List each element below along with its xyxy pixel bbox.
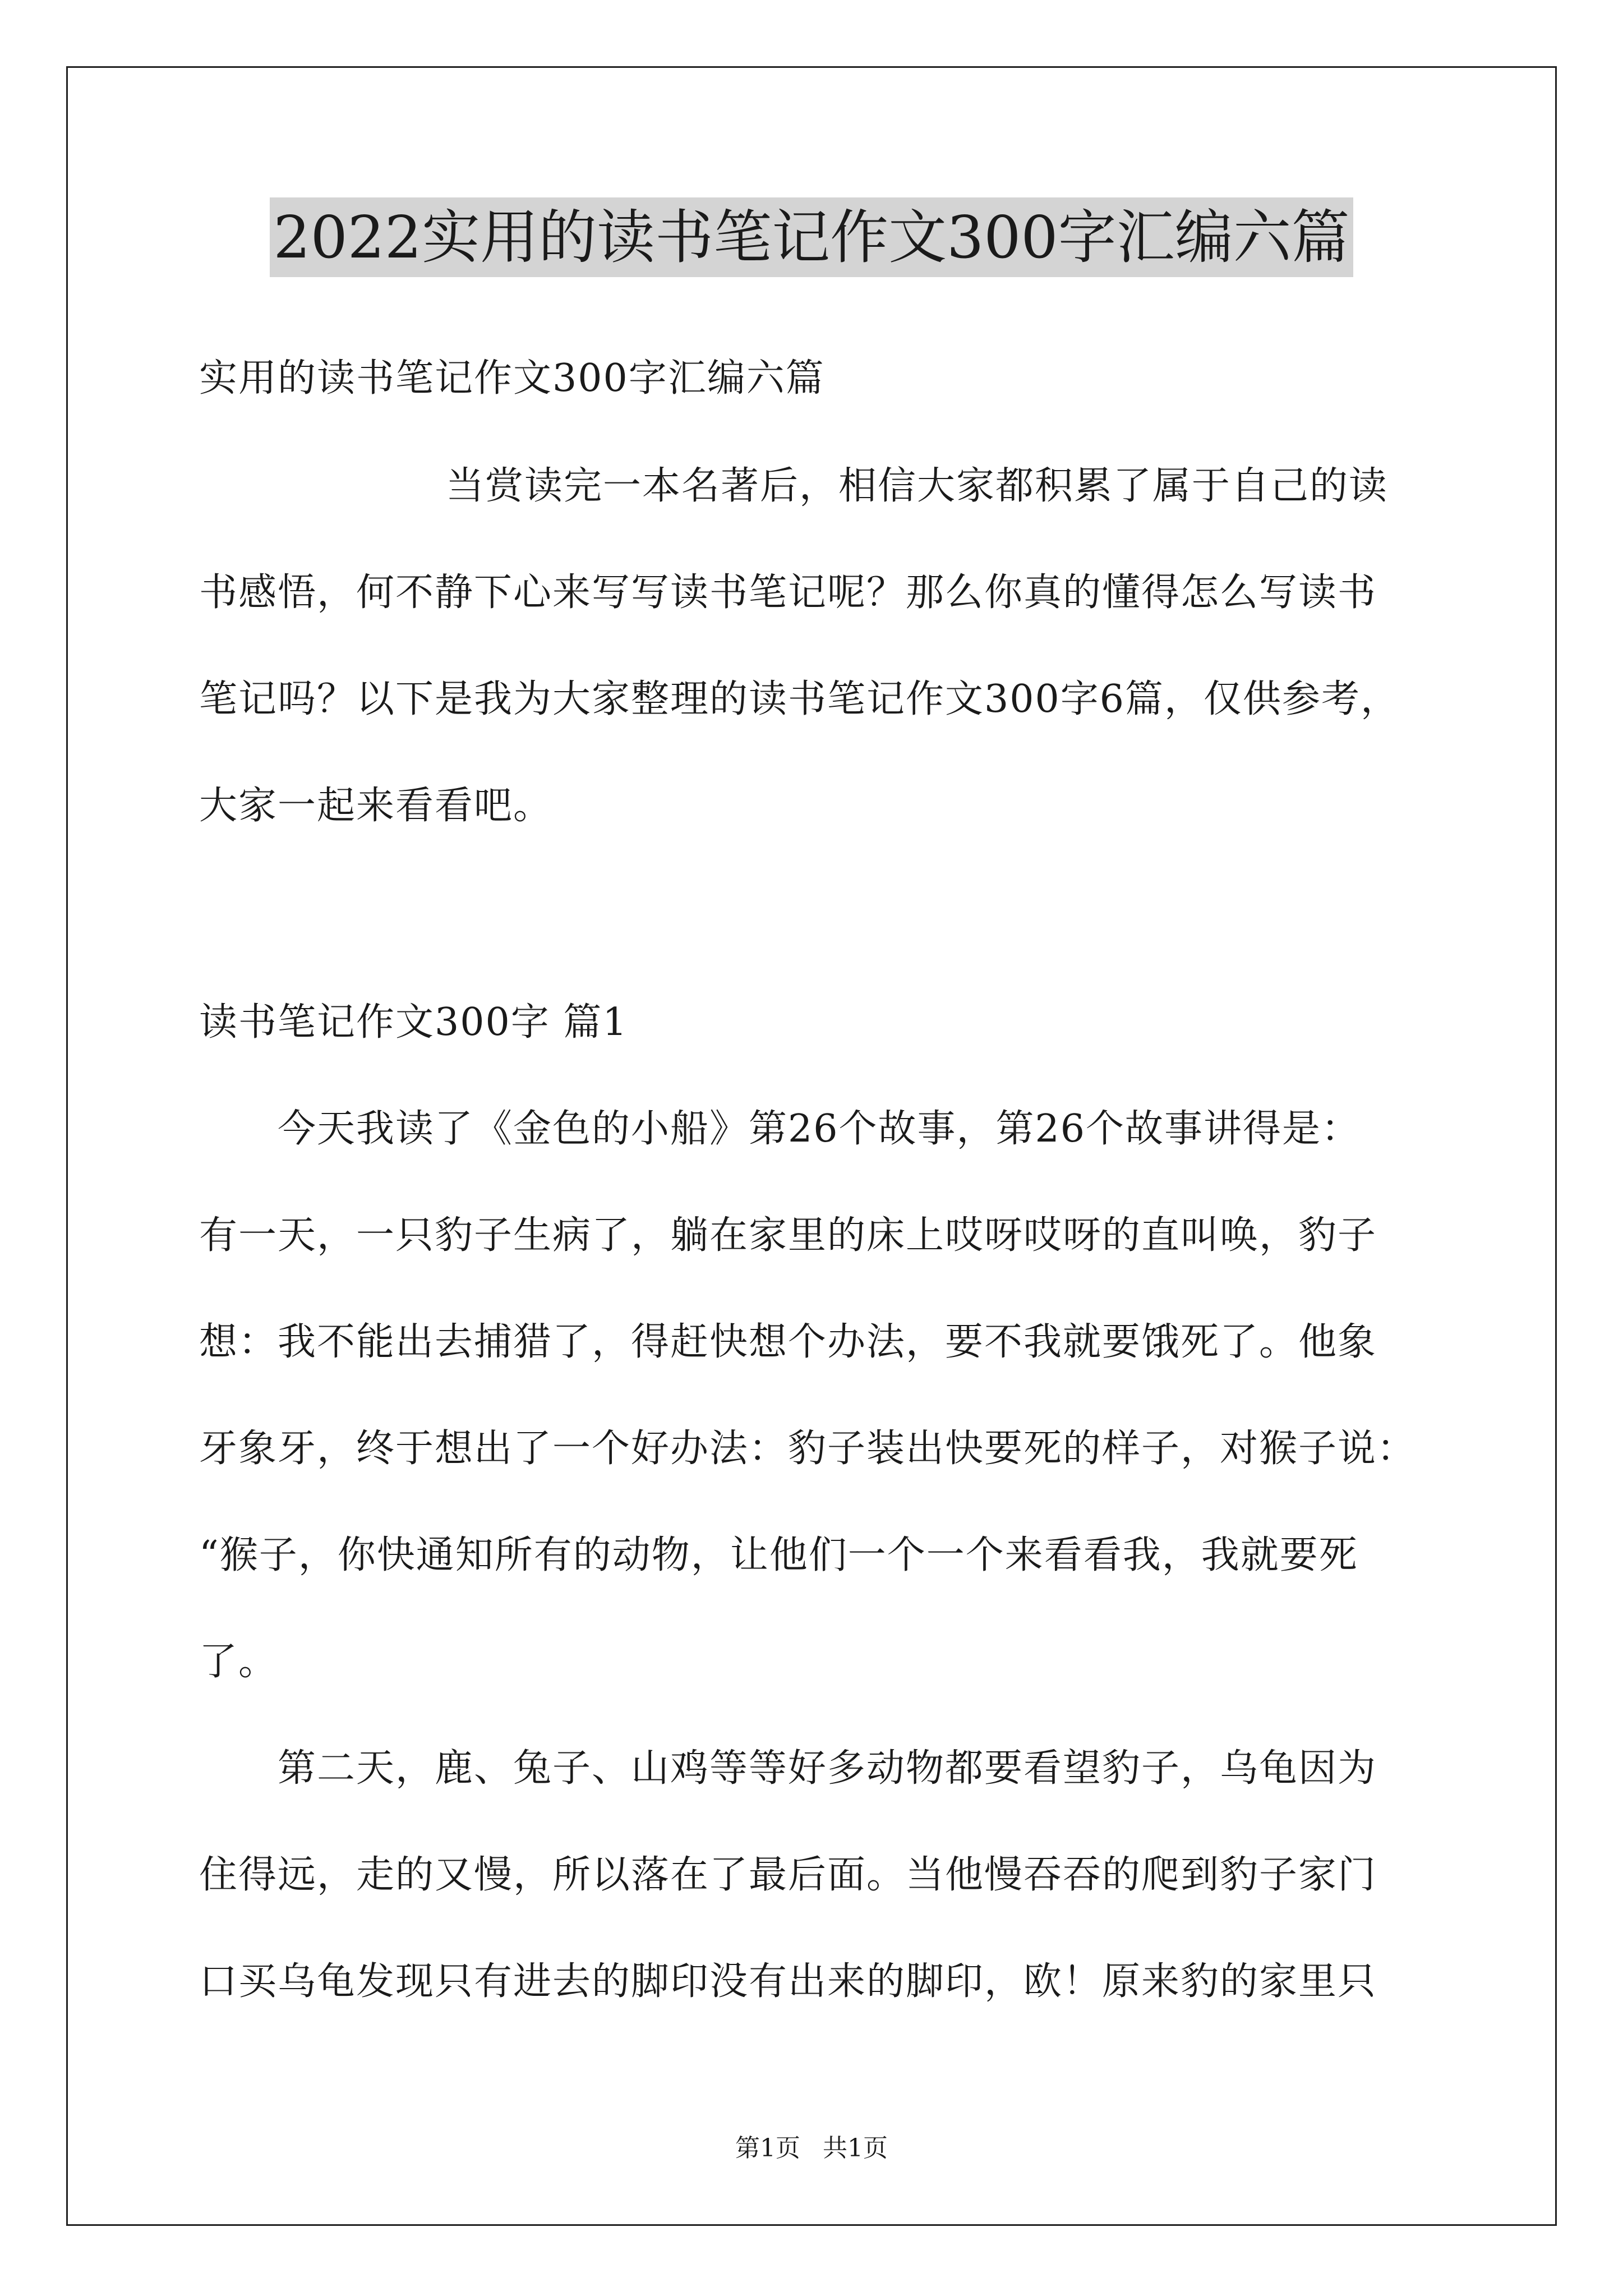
paragraph-line: 当赏读完一本名著后，相信大家都积累了属于自己的读 [446,464,1389,508]
document-subtitle: 实用的读书笔记作文300字汇编六篇 [199,356,825,401]
paragraph-line: 笔记吗？以下是我为大家整理的读书笔记作文300字6篇，仅供参考， [199,677,1400,721]
paragraph-line: 住得远，走的又慢，所以落在了最后面。当他慢吞吞的爬到豹子家门 [199,1853,1377,1897]
paragraph-line: 有一天，一只豹子生病了，躺在家里的床上哎呀哎呀的直叫唤，豹子 [199,1213,1377,1258]
paragraph-line: 想：我不能出去捕猎了，得赶快想个办法，要不我就要饿死了。他象 [199,1320,1377,1364]
section-heading: 读书笔记作文300字 篇1 [199,1000,628,1045]
document-title: 2022实用的读书笔记作文300字汇编六篇 [270,197,1353,277]
paragraph-line: 大家一起来看看吧。 [199,784,553,828]
title-container [0,197,1623,277]
paragraph-line: 今天我读了《金色的小船》第26个故事，第26个故事讲得是： [278,1107,1361,1151]
paragraph-line: 第二天，鹿、兔子、山鸡等等好多动物都要看望豹子，乌龟因为 [278,1746,1377,1791]
page-footer [0,2132,1623,2165]
paragraph-line: 口买乌龟发现只有进去的脚印没有出来的脚印，欧！原来豹的家里只 [199,1959,1377,2004]
paragraph-line: 书感悟，何不静下心来写写读书笔记呢？那么你真的懂得怎么写读书 [199,570,1377,615]
page-total: 共1页 [823,2134,888,2162]
paragraph-line: 牙象牙，终于想出了一个好办法：豹子装出快要死的样子，对猴子说： [199,1427,1417,1471]
page-number: 第1页 [735,2134,800,2162]
paragraph-line: “猴子，你快通知所有的动物，让他们一个一个来看看我，我就要死 [199,1533,1358,1577]
paragraph-line: 了。 [199,1640,278,1684]
